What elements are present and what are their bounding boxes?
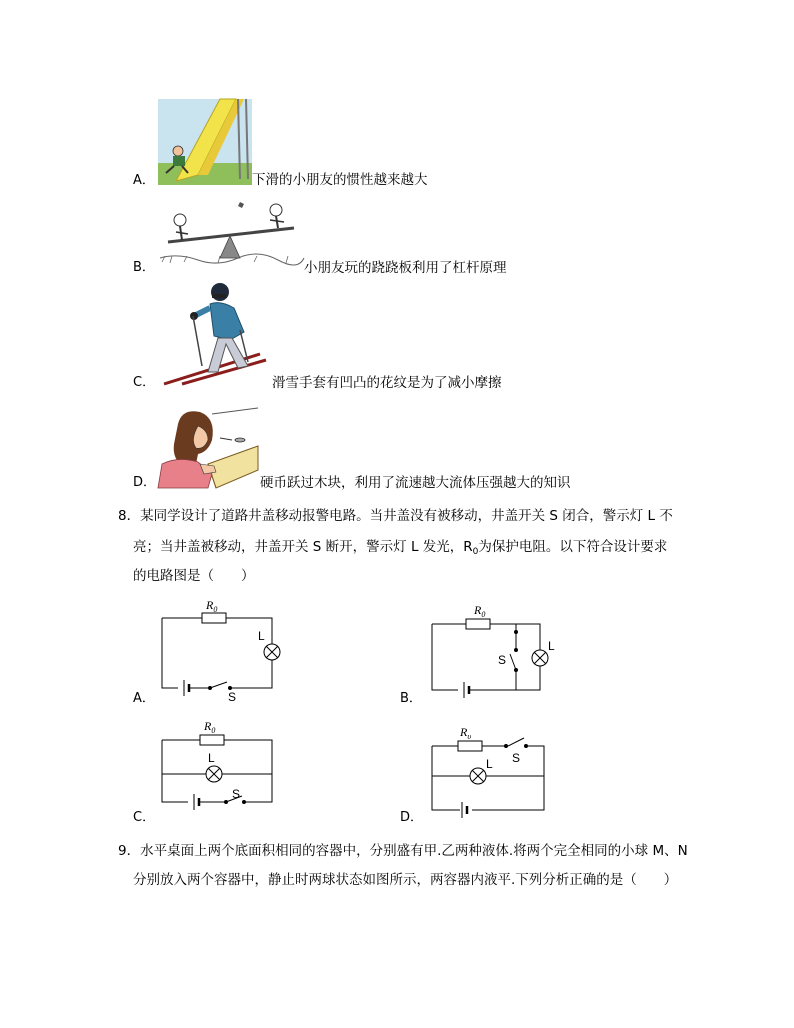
circuit-c-diagram: [150, 712, 280, 812]
circuit-c-letter: C．: [133, 810, 156, 825]
q9-line1: 9．水平桌面上两个底面积相同的容器中，分别盛有甲.乙两种液体.将两个完全相同的小球 M、N: [118, 843, 688, 859]
circuit-b-s-label: S: [498, 653, 507, 667]
circuit-a-diagram: [150, 598, 280, 704]
circuit-c-l-label: L: [208, 751, 215, 765]
circuit-b-diagram: [420, 600, 560, 695]
q8-line2: 亮；当井盖被移动，井盖开关 S 断开，警示灯 L 发光，$R_0$为保护电阻。以下符合设计要求: [133, 539, 668, 557]
circuit-b-l-label: L: [548, 639, 555, 653]
circuit-a-l-label: L: [258, 629, 265, 643]
circuit-a-r-label: $R_0$: [206, 598, 218, 614]
slide-illustration: [158, 99, 252, 185]
option-c-text: 滑雪手套有凹凸的花纹是为了减小摩擦: [272, 375, 502, 391]
circuit-d-l-label: L: [486, 757, 493, 771]
option-b-letter: B．: [133, 260, 155, 275]
circuit-d-letter: D．: [400, 810, 424, 825]
option-b-text: 小朋友玩的跷跷板利用了杠杆原理: [304, 260, 507, 276]
option-d-letter: D．: [133, 475, 157, 490]
circuit-c-r-label: $R_0$: [204, 719, 216, 735]
seesaw-illustration: [158, 198, 304, 268]
q9-line2: 分别放入两个容器中，静止时两球状态如图所示，两容器内液平.下列分析正确的是（ ）: [133, 872, 678, 888]
circuit-b-letter: B．: [400, 691, 422, 706]
skier-illustration: [160, 280, 270, 388]
q8-line3: 的电路图是（ ）: [133, 568, 255, 584]
circuit-a-s-label: S: [228, 690, 237, 704]
option-c-letter: C．: [133, 375, 156, 390]
circuit-d-r-label: $R_\upsilon$: [460, 725, 472, 741]
option-d-text: 硬币跃过木块，利用了流速越大流体压强越大的知识: [260, 475, 571, 491]
circuit-c-s-label: S: [232, 787, 241, 801]
circuit-b-r-label: $R_0$: [474, 603, 486, 619]
option-a-letter: A．: [133, 173, 155, 188]
option-a-text: 下滑的小朋友的惯性越来越大: [252, 172, 428, 188]
circuit-d-diagram: [420, 720, 560, 820]
coin-block-illustration: [158, 404, 258, 488]
circuit-d-s-label: S: [512, 751, 521, 765]
circuit-a-letter: A．: [133, 691, 155, 706]
q8-line1: 8．某同学设计了道路井盖移动报警电路。当井盖没有被移动，井盖开关 S 闭合，警示灯 L 不: [118, 508, 673, 524]
